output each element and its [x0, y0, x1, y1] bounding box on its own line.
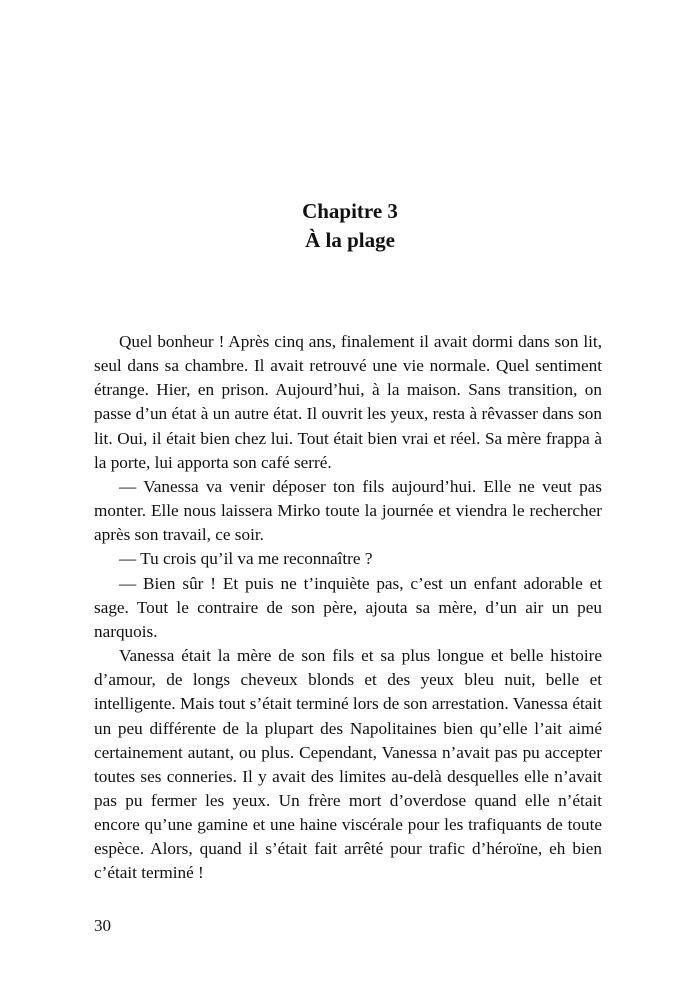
paragraph: — Tu crois qu’il va me reconnaître ?: [119, 549, 373, 569]
paragraph: — Vanessa va venir déposer ton fils aujourd’hui. Elle ne veut pas monter. Elle nous laissera Mirko toute la journée et viendra le rechercher après son travail, ce soir.: [94, 476, 602, 545]
paragraph: Quel bonheur ! Après cinq ans, finalement il avait dormi dans son lit, seul dans sa chambre. Il avait retrouvé une vie normale. Quel sentiment étrange. Hier, en prison. Aujourd’hui, à la maison. Sans transition, on passe d’un état à un autre état. Il ouvrit les yeux, resta à rêvasser dans son lit. Oui, il était bien chez lui. Tout était bien vrai et réel. Sa mère frappa à la porte, lui apporta son café serré.: [94, 332, 602, 472]
paragraph: — Bien sûr ! Et puis ne t’inquiète pas, c’est un enfant adorable et sage. Tout le contraire de son père, ajouta sa mère, d’un air un peu narquois.: [94, 573, 602, 641]
chapter-title: À la plage: [305, 228, 395, 252]
page-number: 30: [94, 916, 111, 935]
chapter-heading: [0, 197, 700, 255]
body-text: [94, 330, 602, 886]
paragraph: Vanessa était la mère de son fils et sa plus longue et belle histoire d’amour, de longs cheveux blonds et des yeux bleu nuit, belle et intelligente. Mais tout s’était terminé lors de son arrestation. Vanessa était un peu différente de la plupart des Napolitaines bien qu’elle l’ait aimé certainement autant, ou plus. Cependant, Vanessa n’avait pas pu accepter toutes ses conneries. Il y avait des limites au-delà desquelles elle n’avait pas pu fermer les yeux. Un frère mort d’overdose quand elle n’était encore qu’une gamine et une haine viscérale pour les trafiquants de toute espèce. Alors, quand il s’était fait arrêté pour trafic d’héroïne, eh bien c’était terminé !: [94, 646, 602, 883]
chapter-number: Chapitre 3: [302, 199, 398, 223]
